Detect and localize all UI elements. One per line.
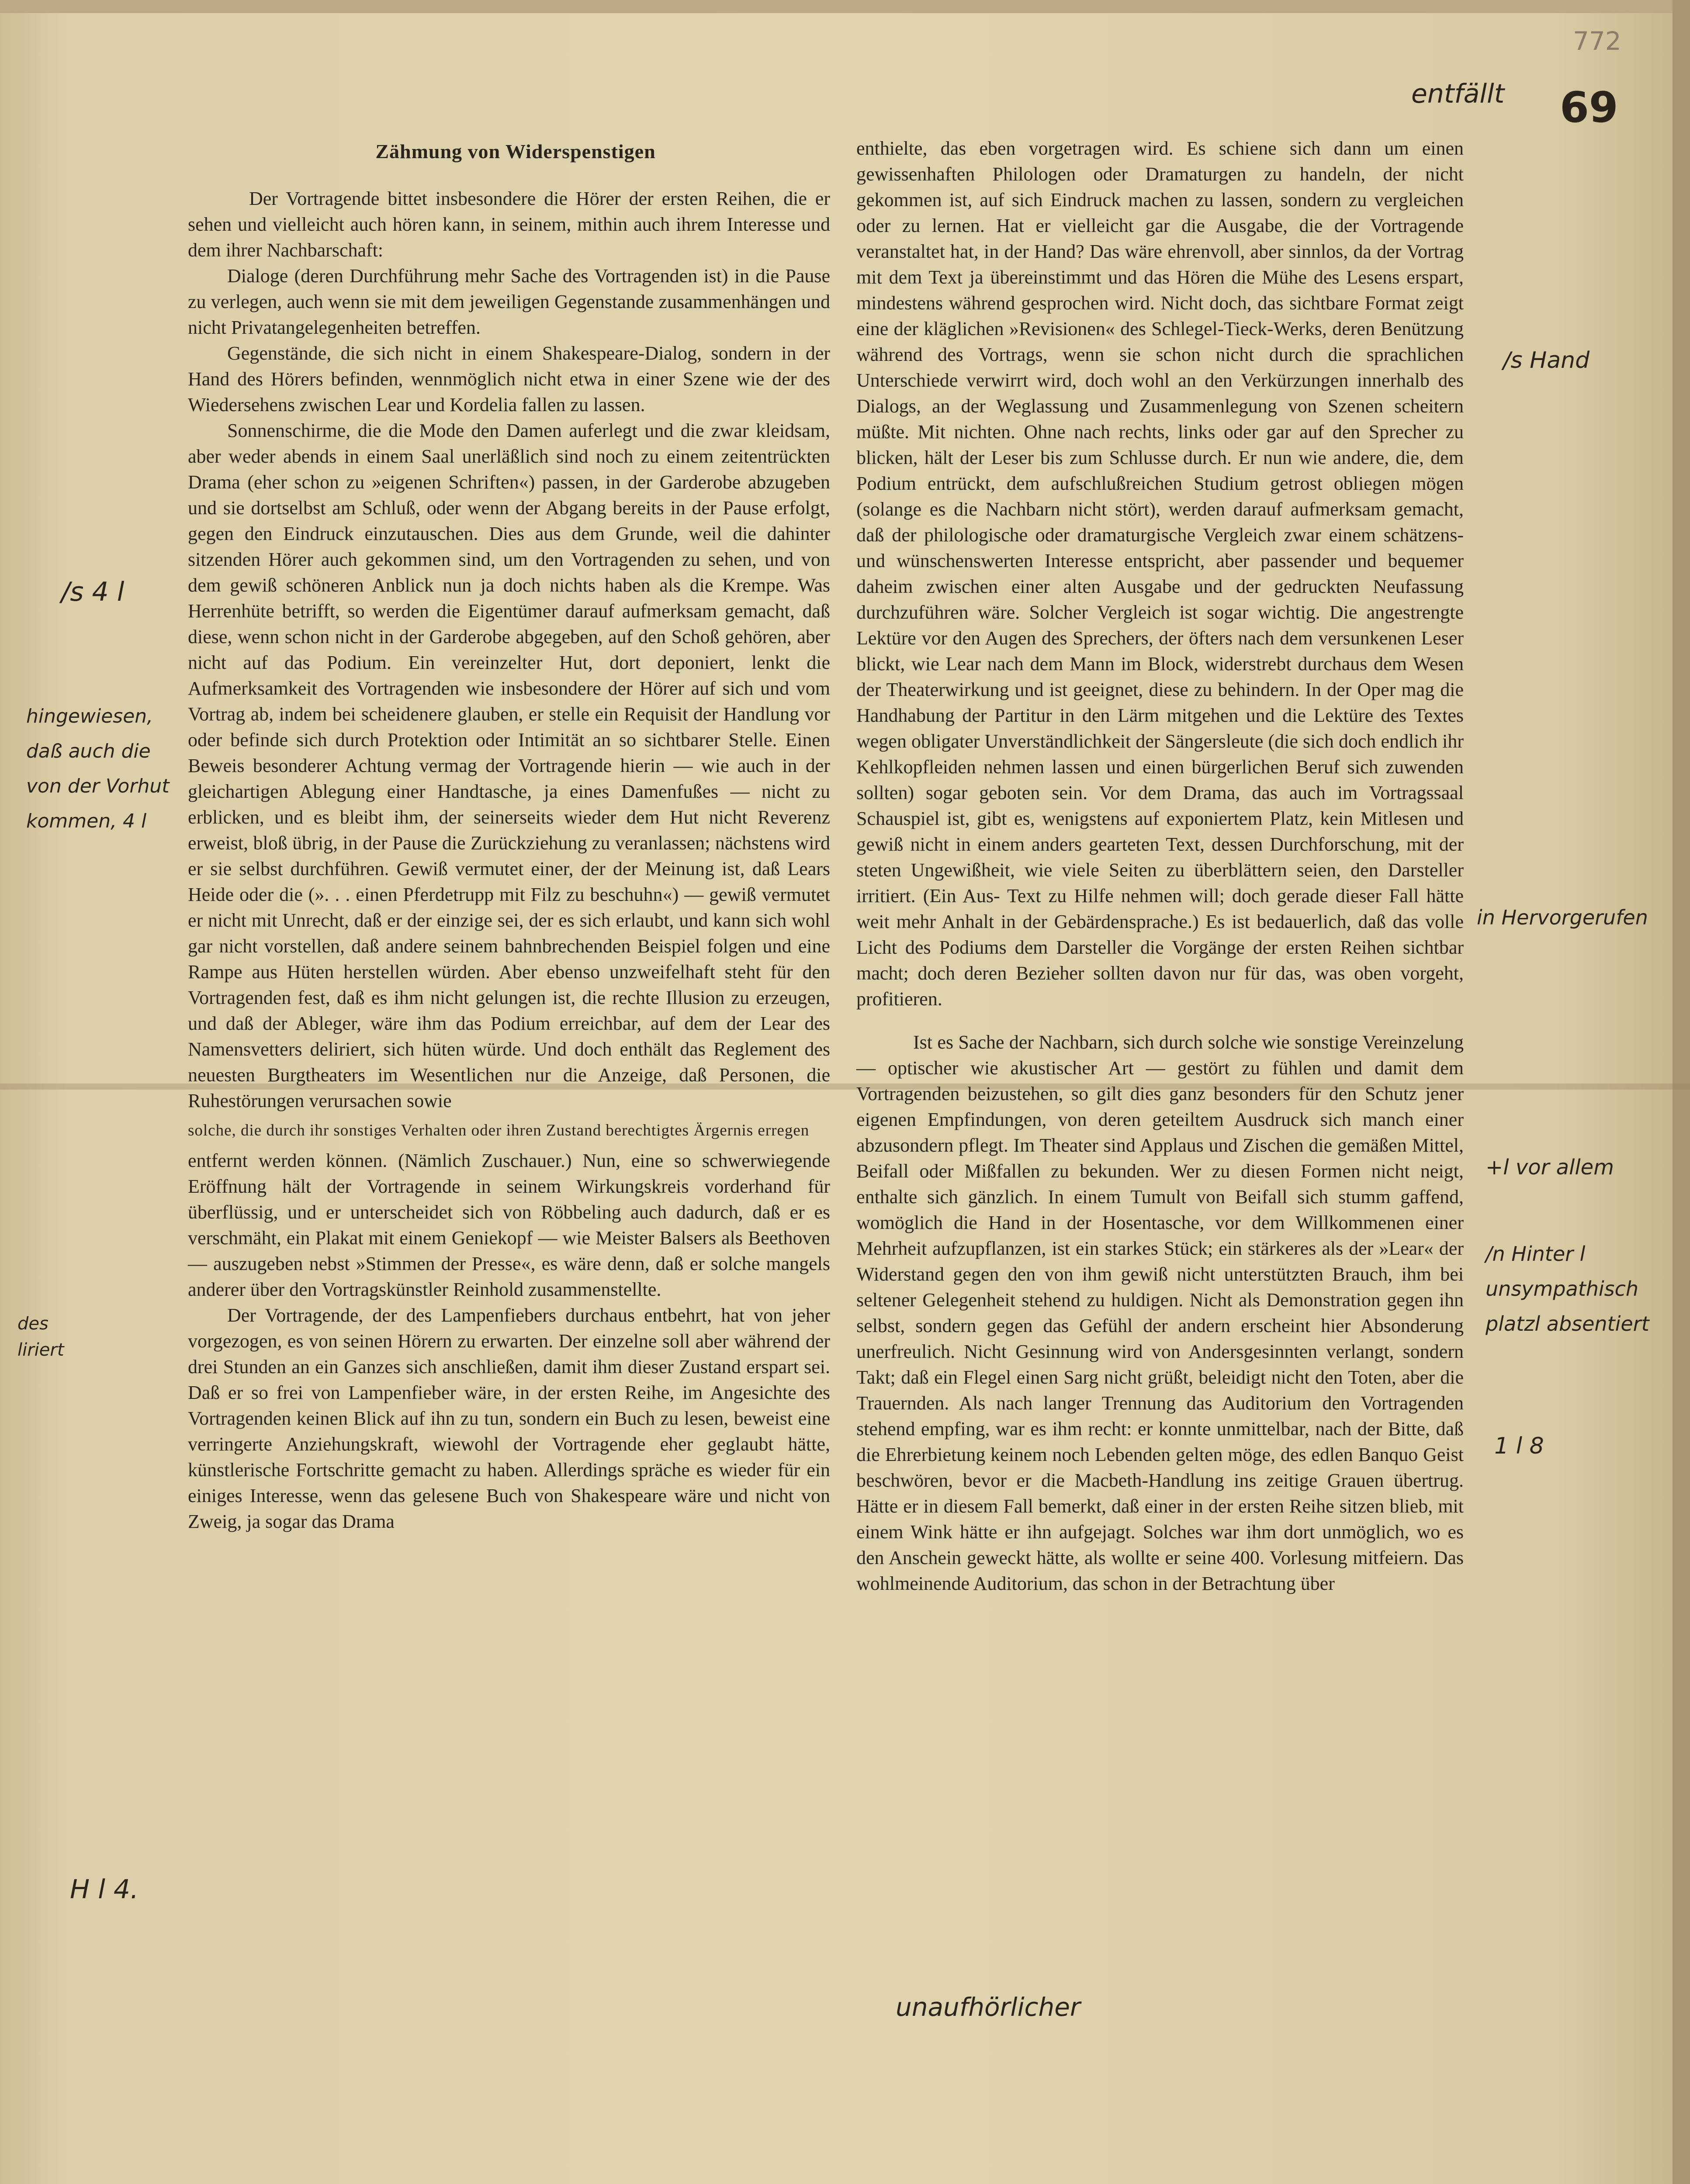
- left-paragraph-6: Der Vortragende, der des Lampenfiebers durchaus entbehrt, hat von jeher vorgezogen, es von seinen Hörern zu erwarten. Der einzelne soll aber während der drei Stunden an ein Ganzes sich anschließen, damit ihm dieser Zustand erspart sei. Daß er so frei von Lampenfieber wäre, in der ersten Reihe, im Angesichte des Vortragenden keinen Blick auf ihn zu tun, sondern ein Buch zu lesen, beweist eine verringerte Anziehungskraft, wiewohl der Vortragende eher geglaubt hätte, künstlerische Fortschritte gemacht zu haben. Allerdings spräche es wieder für ein einiges Interesse, wenn das gelesene Buch von Shakespeare wäre und nicht von Zweig, ja sogar das Drama: [188, 1305, 830, 1532]
- right-paragraph-2: Ist es Sache der Nachbarn, sich durch solche wie sonstige Vereinzelung — optischer wie akustischer Art — gestört zu fühlen und damit dem Vortragenden beizustehen, so gilt dies ganz besonders für den Schutz jener eigenen Empfindungen, von deren geteiltem Ausdruck sich manch einer abzusondern pflegt. Im Theater sind Applaus und Zischen die gemäßen Mittel, Beifall oder Mißfallen zu bekunden. Wer zu diesen Formen nicht neigt, enthalte sich gänzlich. In einem Tumult von Beifall sich stumm gaffend, womöglich die Hand in der Hosentasche, vor dem Willkommenen einer Mehrheit aufzupflanzen, ist ein starkes Stück; ein stärkeres als der »Lear« der Widerstand gegen den von ihm gewiß nicht unterstützten Brauch, ihm bei seltener Gelegenheit stehend zu huldigen. Nicht als Demonstration gegen ihn selbst, sondern gegen das Gefühl der andern erscheint hier Absonderung unerfreulich. Nicht Gesinnung wird von Andersgesinnten verlangt, sondern Takt; daß ein Flegel einen Sarg nicht grüßt, beleidigt nicht den Toten, aber die Trauernden. Als nach langer Trennung das Auditorium den Vortragenden stehend empfing, war es ihm recht: er konnte unmittelbar, nach der Bitte, daß die Ehrerbietung keinem noch Lebenden gelten möge, des edlen Banquo Geist beschwören, bevor er die Macbeth-Handlung ins zeitige Grauen übertrug. Hätte er in diesem Fall bemerkt, daß einer in der ersten Reihe sitzen blieb, mit einem Wink hätte er ihn aufgejagt. Solches war ihm dort unmöglich, wo es den Anschein geweckt hätte, als wollte er seine 400. Vorlesung mitfeiern. Das wohlmeinende Auditorium, das schon in der Betrachtung über: [856, 1031, 1464, 1594]
- annotation-margin-right-2: in Hervorgerufen: [1477, 906, 1648, 929]
- right-paragraph-1: enthielte, das eben vorgetragen wird. Es schiene sich dann um einen gewissenhaften Philologen oder Dramaturgen zu handeln, der nicht gekommen ist, auf sich Eindruck machen zu lassen, sondern zu vergleichen oder zu lernen. Hat er vielleicht gar die Ausgabe, die der Vortragende veranstaltet hat, in der Hand? Das wäre ehrenvoll, aber sinnlos, da der Vortrag mit dem Text ja übereinstimmt und das Hören die Mühe des Lesens erspart, mindestens während gesprochen wird. Nicht doch, das sichtbare Format zeigt eine der kläglichen »Revisionen« des Schlegel-Tieck-Werks, deren Benützung während des Vortrags, wenn sie schon nicht durch die sprachlichen Unterschiede verwirrt wird, doch wohl an den Verkürzungen innerhalb des Dialogs, an der Weglassung und Zusammenlegung von Szenen scheitern müßte. Mit nichten. Ohne nach rechts, links oder gar auf den Sprecher zu blicken, hält der Leser bis zum Schlusse durch. Er nun wie andere, die, dem Podium entrückt, dem aufschlußreichen Studium getrost obliegen mögen (solange es die Nachbarn nicht stört), werden darauf aufmerksam gemacht, daß der philologische oder dramaturgische Vergleich zwar einem schätzens- und wünschenswerten Interesse entspricht, aber passender und bequemer daheim zwischen einer alten Ausgabe und der gedruckten Neufassung durchzuführen wäre. Solcher Vergleich ist sogar wichtig. Die angestrengte Lektüre vor den Augen des Sprechers, der öfters nach dem versunkenen Leser blickt, wie Lear nach dem Mann im Block, widerstrebt durchaus dem Wesen der Theaterwirkung und ist geeignet, diese zu behindern. In der Oper mag die Handhabung der Partitur in den Lärm mitgehen und die Lektüre des Textes wegen obligater Unverständlichkeit der Sängersleute (die sich doch endlich ihr Kehlkopfleiden nehmen lassen und einen bürgerlichen Beruf sich zuwenden sollten) sogar geboten sein. Vor dem Drama, das auch im Vortragssaal Schauspiel ist, gibt es, wenigstens auf exponiertem Platz, kein Mitlesen und gewiß nicht in einem anders gearteten Text, dessen Durchforschung, mit der steten Ungewißheit, wie viele Seiten zu überblättern seien, den Darsteller irritiert. (Ein Aus- Text zu Hilfe nehmen will; doch gerade dieser Fall hätte weit mehr Anhalt in der Gebärdensprache.) Es ist bedauerlich, daß das volle Licht des Podiums dem Darsteller die Vorgänge der ersten Reihen sichtbar macht; doch deren Bezieher sollten davon nur für das, was oben vorgeht, profitieren.: [856, 138, 1464, 1010]
- annotation-margin-right-3: +l vor allem: [1486, 1155, 1614, 1180]
- left-paragraph-1: Der Vortragende bittet insbesondere die Hörer der ersten Reihen, die er sehen und vielleicht auch hören kann, in seinem, mithin auch ihrem Interesse und dem ihrer Nachbarschaft:: [188, 188, 830, 261]
- page-title: Zähmung von Widerspenstigen: [375, 140, 656, 163]
- left-column: [188, 186, 830, 1534]
- left-paragraph-3: Gegenstände, die sich nicht in einem Shakespeare-Dialog, sondern in der Hand des Hörers befinden, wennmöglich nicht etwa in einer Szene wie der des Wiedersehens zwischen Lear und Kordelia fallen zu lassen.: [188, 343, 830, 415]
- annotation-top-right: entfällt: [1411, 79, 1505, 109]
- annotation-bottom: unaufhörlicher: [896, 1992, 1080, 2022]
- annotation-margin-right-5: 1 l 8: [1494, 1433, 1544, 1459]
- right-column: [856, 135, 1464, 1596]
- annotation-margin-right-1: /s Hand: [1503, 347, 1590, 374]
- left-paragraph-4: Sonnenschirme, die die Mode den Damen auferlegt und die zwar kleidsam, aber weder abends in einem Saal unerläßlich sind noch zu einem zeitentrückten Drama (eher schon zu »eigenen Schriften«) passen, in der Garderobe abzugeben und sie dortselbst am Schluß, oder wenn der Abgang bereits in der Pause erfolgt, gegen den Eindruck einzutauschen. Dies aus dem Grunde, weil die dahinter sitzenden Hörer auch gekommen sind, um den Vortragenden zu sehen, und von dem gewiß schöneren Anblick nun ja doch nichts haben als die Krempe. Was Herrenhüte betrifft, so werden die Eigentümer darauf aufmerksam gemacht, daß diese, wenn schon nicht in der Garderobe abgegeben, auf den Schoß gehören, aber nicht auf das Podium. Ein vereinzelter Hut, dort deponiert, lenkt die Aufmerksamkeit des Vortragenden wie insbesondere der Hörer auf sich und vom Vortrag ab, indem bei scheidenere glauben, er stelle ein Requisit der Handlung vor oder befinde sich durch Protektion oder Intimität an so sichtbarer Stelle. Einen Beweis besonderer Achtung vermag der Vortragende hierin — wie auch in der gleichartigen Ablegung einer Handtasche, ja eines Damenfußes — nicht zu erblicken, und es bleibt ihm, der seinerseits wieder dem Hut nicht Reverenz erweist, bloß übrig, in der Pause die Zurückziehung zu veranlassen; nächstens wird er sie selbst durchführen. Gewiß vermutet einer, der der Meinung ist, daß Lears Heide oder die (». . . einen Pferdetrupp mit Filz zu beschuhn«) — gewiß vermutet er nicht mit Unrecht, daß er der einzige sei, der es sich erlaubt, und kann sich wohl gar nicht vorstellen, daß andere seinem bahnbrechenden Beispiel folgen und eine Rampe aus Hüten herstellen würden. Aber ebenso unzweifelhaft steht für den Vortragenden fest, daß es ihm nicht gelungen ist, die rechte Illusion zu erzeugen, und daß der Ableger, wäre ihm das Podium erreichbar, auf dem der Lear des Namensvetters deliriert, sich hüten würde. Und doch enthält das Reglement des neuesten Burgtheaters im Wesentlichen nur die Anzeige, daß Personen, die Ruhestörungen verursachen sowie: [188, 420, 830, 1111]
- annotation-margin-left-3: des liriert: [17, 1314, 64, 1360]
- left-small-print: solche, die durch ihr sonstiges Verhalten oder ihren Zustand berechtigtes Ärgernis erregen: [188, 1121, 810, 1139]
- pencil-mark: 772: [1573, 26, 1621, 56]
- left-paragraph-2: Dialoge (deren Durchführung mehr Sache des Vortragenden ist) in die Pause zu verlegen, auch wenn sie mit dem jeweiligen Gegenstande zusammenhängen und nicht Privatangelegenheiten betreffen.: [188, 265, 830, 338]
- left-paragraph-5: entfernt werden können. (Nämlich Zuschauer.) Nun, eine so schwerwiegende Eröffnung hält der Vortragende in seinem Wirkungskreis vorderhand für überflüssig, und er unterscheidet sich von Röbbeling auch dadurch, daß er es verschmäht, ein Plakat mit einem Geniekopf — wie Meister Balsers als Beethoven — auszugeben nebst »Stimmen der Presse«, es wäre denn, daß er solche mangels anderer über den Vortragskünstler Reinhold zusammenstellte.: [188, 1150, 830, 1300]
- page-number: 69: [1560, 83, 1618, 132]
- annotation-margin-left-4: H l 4.: [70, 1874, 139, 1905]
- right-edge-shadow: [1673, 0, 1690, 2184]
- annotation-margin-left-2: hingewiesen, daß auch die von der Vorhut kommen, 4 l: [26, 705, 170, 832]
- top-edge-shadow: [0, 0, 1690, 13]
- annotation-margin-right-4: /n Hinter l unsympathisch platzl absentiert: [1486, 1242, 1649, 1336]
- annotation-margin-left-1: /s 4 l: [61, 577, 125, 607]
